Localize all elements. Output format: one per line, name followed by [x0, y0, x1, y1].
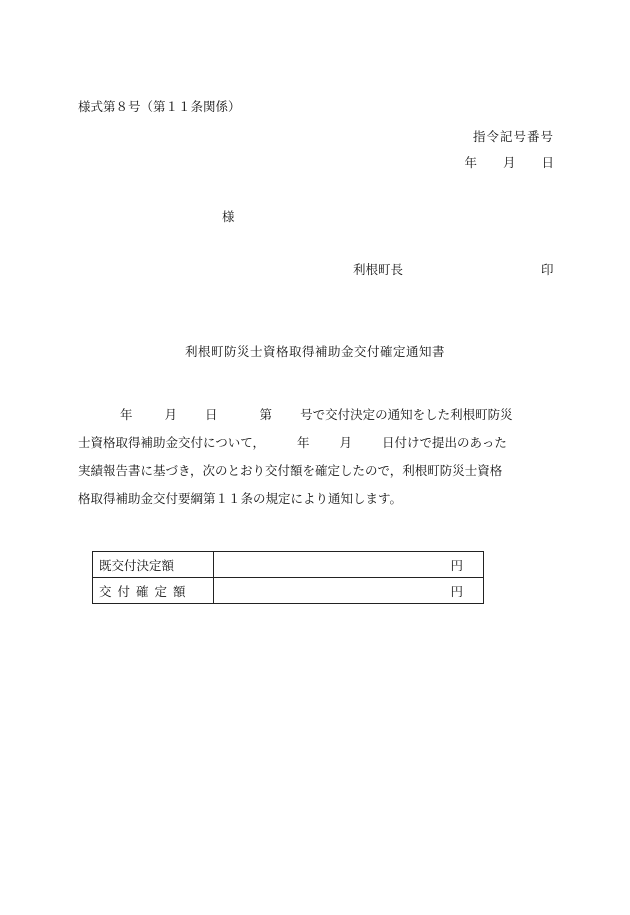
body-line-3: 実績報告書に基づき，次のとおり交付額を確定したので，利根町防災士資格 [78, 463, 503, 478]
body-line-1: 年 月 日 第 号で交付決定の通知をした利根町防災 [120, 407, 513, 422]
date-day: 日 [541, 155, 554, 170]
body-line-2: 士資格取得補助金交付について， 年 月 日付けで提出のあった [78, 435, 507, 450]
amount-table [92, 551, 484, 604]
previous-grant-amount-label: 既交付決定額 [93, 552, 214, 578]
date-year: 年 [464, 155, 477, 170]
confirmed-grant-amount-label: 交付確定額 [93, 578, 214, 604]
form-number: 様式第８号（第１１条関係） [78, 99, 241, 114]
seal-mark: 印 [541, 262, 554, 277]
directive-number: 指令記号番号 [472, 129, 554, 144]
date-month: 月 [502, 155, 516, 170]
table-row [93, 552, 484, 578]
previous-grant-amount-value: 円 [214, 552, 484, 578]
addressee-honorific: 様 [222, 209, 235, 224]
document-title: 利根町防災士資格取得補助金交付確定通知書 [184, 344, 445, 359]
table-row [93, 578, 484, 604]
confirmed-grant-amount-value: 円 [214, 578, 484, 604]
body-line-4: 格取得補助金交付要綱第１１条の規定により通知します。 [78, 491, 403, 506]
notice-body [78, 401, 554, 513]
issue-date [464, 157, 554, 170]
sender-title: 利根町長 [353, 262, 404, 277]
